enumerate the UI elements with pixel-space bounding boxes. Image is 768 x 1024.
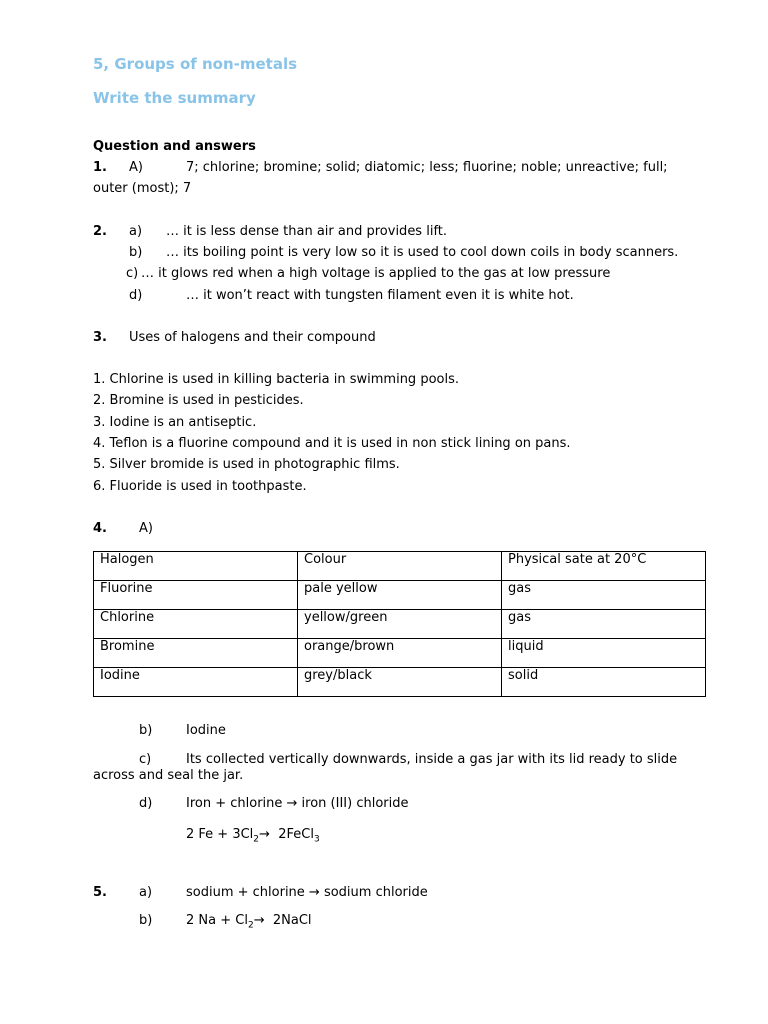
table-header-cell: Physical sate at 20°C — [502, 552, 706, 581]
q3-use-5: 5. Silver bromide is used in photographic films. — [93, 457, 400, 472]
q3-use-6: 6. Fluoride is used in toothpaste. — [93, 479, 307, 494]
equation-reactants: 2 Fe + 3Cl — [186, 827, 254, 842]
table-row — [94, 610, 706, 639]
q2d-label: d) — [129, 288, 143, 303]
table-cell: grey/black — [298, 668, 502, 697]
table-cell: gas — [502, 610, 706, 639]
table-row — [94, 581, 706, 610]
q5-number: 5. — [93, 885, 107, 900]
q1-answer-line2: outer (most); 7 — [93, 181, 192, 196]
q2c-answer: … it glows red when a high voltage is applied to the gas at low pressure — [141, 266, 611, 281]
q4c-answer-line1: Its collected vertically downwards, inside a gas jar with its lid ready to slide — [186, 752, 678, 767]
q2b-label: b) — [129, 245, 143, 260]
table-header-cell: Colour — [298, 552, 502, 581]
q3-use-2: 2. Bromine is used in pesticides. — [93, 393, 304, 408]
q4c-answer-line2: across and seal the jar. — [93, 768, 244, 783]
table-header-cell: Halogen — [94, 552, 298, 581]
q2a-answer: … it is less dense than air and provides lift. — [166, 224, 448, 239]
q2-number: 2. — [93, 224, 107, 239]
q5a-label: a) — [139, 885, 153, 900]
q3-number: 3. — [93, 330, 107, 345]
q4c-label: c) — [139, 752, 152, 767]
arrow-icon: → — [253, 913, 265, 928]
q1-answer-line1: 7; chlorine; bromine; solid; diatomic; less; fluorine; noble; unreactive; full; — [186, 160, 668, 175]
q4d-label: d) — [139, 796, 153, 811]
page-title: 5, Groups of non-metals — [93, 55, 298, 73]
equation-subscript: 2 — [253, 834, 260, 845]
equation-product: 2FeCl — [278, 827, 314, 842]
table-cell: orange/brown — [298, 639, 502, 668]
equation-reactants: 2 Na + Cl — [186, 913, 248, 928]
table-cell: Bromine — [94, 639, 298, 668]
table-row — [94, 668, 706, 697]
page-subtitle: Write the summary — [93, 89, 256, 107]
q5b-label: b) — [139, 913, 153, 928]
q3-use-4: 4. Teflon is a fluorine compound and it is used in non stick lining on pans. — [93, 436, 571, 451]
q5a-word-equation: sodium + chlorine → sodium chloride — [186, 885, 428, 900]
arrow-icon: → — [259, 827, 270, 842]
q2a-label: a) — [129, 224, 143, 239]
table-cell: pale yellow — [298, 581, 502, 610]
q1-label: A) — [129, 160, 143, 175]
table-cell: Iodine — [94, 668, 298, 697]
equation-subscript: 2 — [247, 920, 254, 931]
q4a-label: A) — [139, 521, 153, 536]
qa-heading: Question and answers — [93, 139, 256, 154]
table-row — [94, 639, 706, 668]
table-cell: gas — [502, 581, 706, 610]
q5b-symbol-equation — [186, 913, 312, 934]
table-cell: yellow/green — [298, 610, 502, 639]
halogen-table — [93, 551, 706, 697]
q4b-answer: Iodine — [186, 723, 226, 738]
q4-number: 4. — [93, 521, 107, 536]
q3-use-3: 3. Iodine is an antiseptic. — [93, 415, 257, 430]
q4d-symbol-equation — [186, 827, 320, 848]
q3-use-1: 1. Chlorine is used in killing bacteria in swimming pools. — [93, 372, 459, 387]
q2b-answer: … its boiling point is very low so it is used to cool down coils in body scanners. — [166, 245, 679, 260]
q4d-word-equation: Iron + chlorine → iron (III) chloride — [186, 796, 409, 811]
equation-subscript: 3 — [313, 834, 320, 845]
table-cell: Fluorine — [94, 581, 298, 610]
table-header-row — [94, 552, 706, 581]
q1-number: 1. — [93, 160, 107, 175]
q3-title: Uses of halogens and their compound — [129, 330, 376, 345]
q2c-label: c) — [126, 266, 139, 281]
table-cell: Chlorine — [94, 610, 298, 639]
table-cell: liquid — [502, 639, 706, 668]
equation-product: 2NaCl — [272, 913, 312, 928]
table-cell: solid — [502, 668, 706, 697]
q4b-label: b) — [139, 723, 153, 738]
q2d-answer: … it won’t react with tungsten filament even it is white hot. — [186, 288, 574, 303]
